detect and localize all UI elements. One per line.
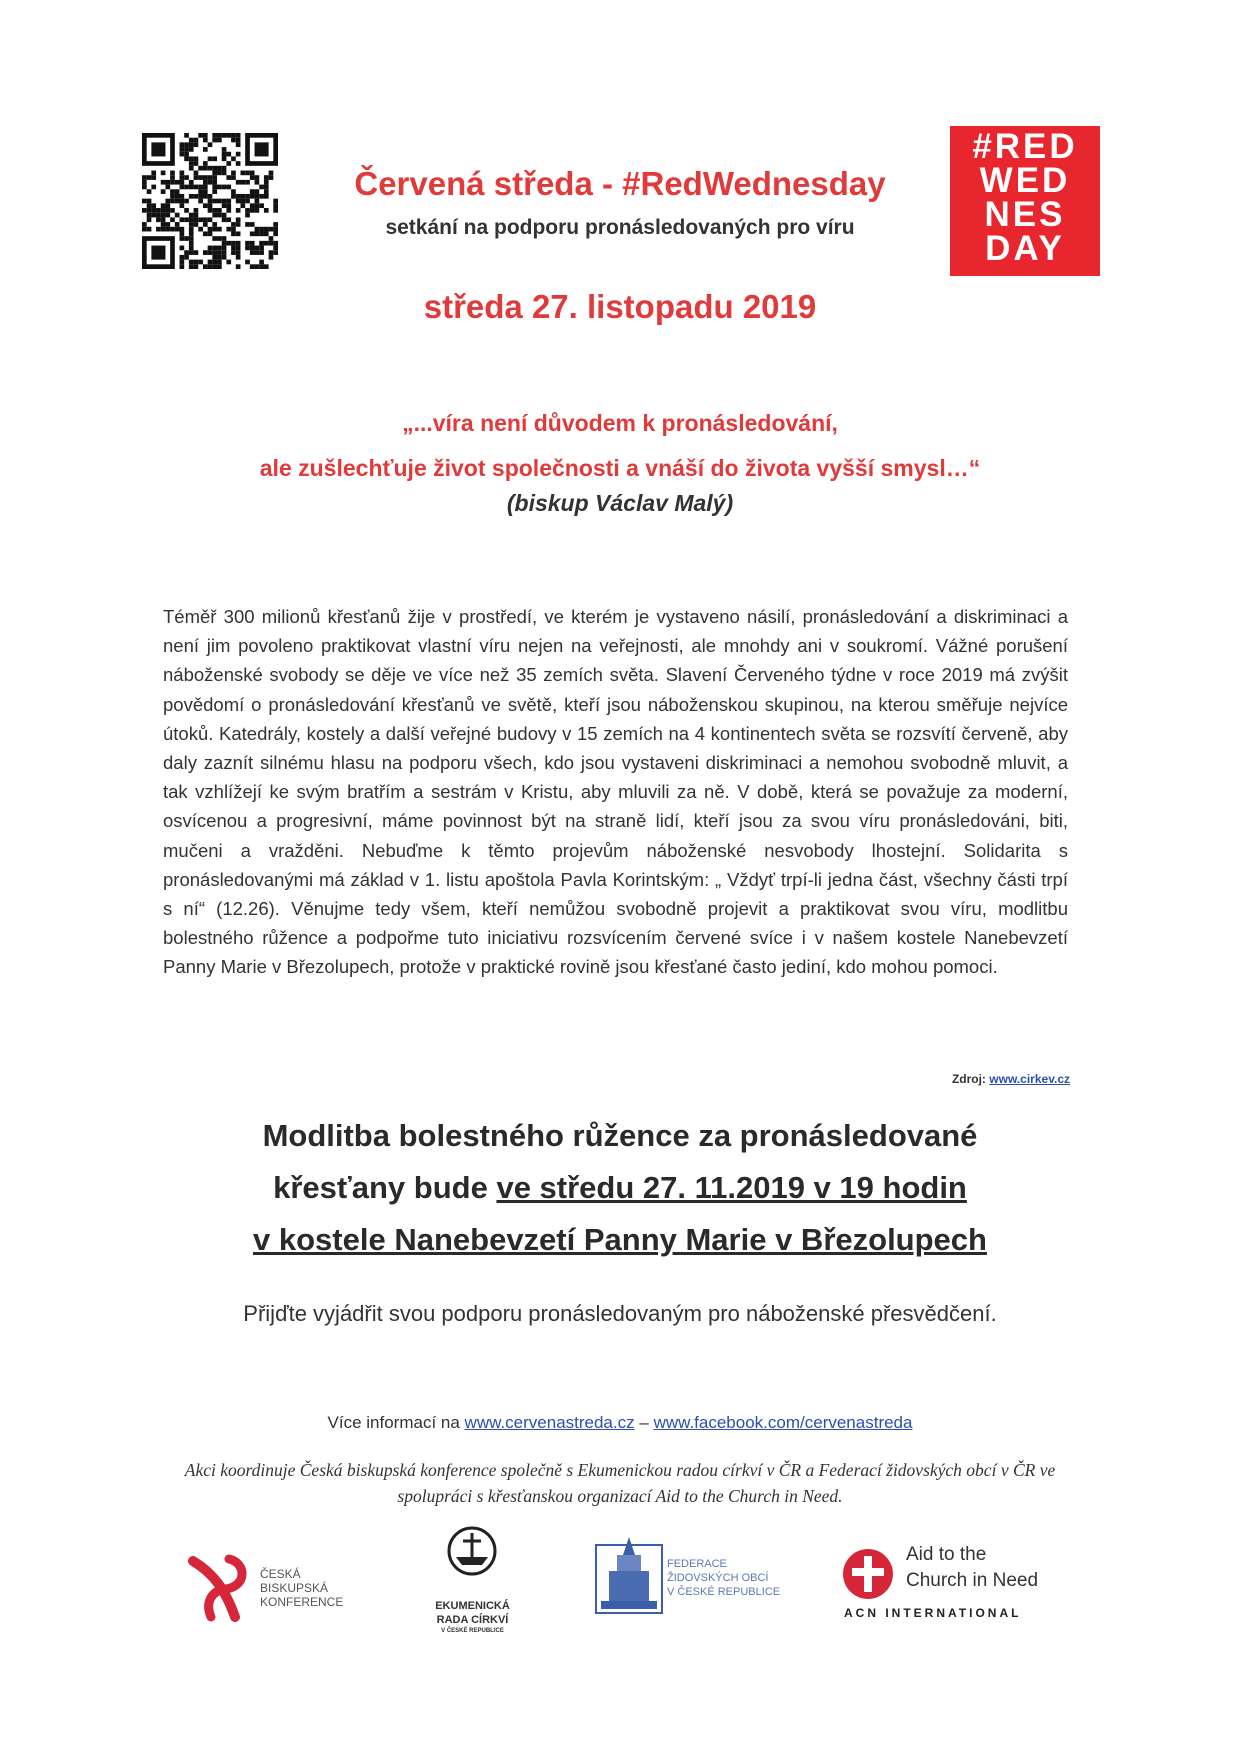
announcement-location: v kostele Nanebevzetí Panny Marie v Březolupech — [253, 1222, 987, 1257]
announcement-line-1: Modlitba bolestného růžence za pronásledované — [262, 1118, 978, 1153]
announcement-line-2-text: křesťany bude — [273, 1170, 497, 1205]
logo-line: WED — [979, 161, 1071, 200]
invitation-text: Přijďte vyjádřit svou podporu pronásledovaným pro náboženské přesvědčení. — [243, 1301, 997, 1326]
acn-international: ACN INTERNATIONAL — [844, 1606, 1022, 1620]
qr-code-graphic — [142, 133, 278, 269]
qr-code[interactable] — [142, 133, 278, 269]
acn-cross-icon — [842, 1548, 894, 1600]
red-wednesday-logo — [950, 126, 1100, 276]
cbk-line: ČESKÁ — [260, 1567, 301, 1581]
erc-line: RADA CÍRKVÍ — [436, 1614, 509, 1626]
event-date: středa 27. listopadu 2019 — [423, 288, 817, 325]
logo-line: #RED — [972, 127, 1078, 166]
link-cervenastreda[interactable]: www.cervenastreda.cz — [464, 1413, 635, 1432]
logo-line: DAY — [985, 229, 1065, 268]
link-facebook[interactable]: www.facebook.com/cervenastreda — [653, 1413, 913, 1432]
more-info-label: Více informací na — [327, 1413, 460, 1432]
event-title: Červená středa - #RedWednesday — [354, 165, 886, 202]
cbk-line: KONFERENCE — [260, 1595, 344, 1609]
cbk-line: BISKUPSKÁ — [260, 1581, 329, 1595]
cbk-emblem-icon — [185, 1553, 255, 1623]
quote-author: (biskup Václav Malý) — [506, 490, 734, 516]
quote-line-2: ale zušlechťuje život společnosti a vnáší do života vyšší smysl…“ — [259, 455, 981, 481]
fzo-line: ŽIDOVSKÝCH OBCÍ — [667, 1572, 769, 1584]
coordination-note: Akci koordinuje Česká biskupská konference společně s Ekumenickou radou církví v ČR a Federací židovských obcí v ČR ve spolupráci s křesťanskou organizací Aid to the Church in Need. — [184, 1460, 1056, 1506]
announcement-datetime: ve středu 27. 11.2019 v 19 hodin — [496, 1170, 967, 1205]
announcement-line-2 — [60, 1170, 1180, 1206]
acn-line: Church in Need — [906, 1570, 1039, 1591]
logo-line: NES — [984, 195, 1066, 234]
erc-line: EKUMENICKÁ — [435, 1600, 510, 1612]
fzo-line: FEDERACE — [667, 1558, 727, 1570]
source-link[interactable]: www.cirkev.cz — [989, 1072, 1070, 1086]
synagogue-icon — [595, 1535, 663, 1615]
quote-line-1: „...víra není důvodem k pronásledování, — [402, 410, 838, 436]
fzo-line: V ČESKÉ REPUBLICE — [667, 1586, 781, 1598]
link-separator: – — [639, 1413, 649, 1432]
fzo-logo — [595, 1535, 795, 1620]
event-subtitle: setkání na podporu pronásledovaných pro víru — [385, 216, 855, 239]
source-line — [870, 1072, 1070, 1086]
erc-logo — [400, 1525, 545, 1640]
body-paragraph: Téměř 300 milionů křesťanů žije v prostředí, ve kterém je vystaveno násilí, pronásledování a diskriminaci a není jim povoleno praktikovat vlastní víru nejen na veřejnosti, ale mnohdy ani v soukromí. Vážné porušení náboženské svobody se děje ve více než 35 zemích světa. Slavení Červeného týdne v roce 2019 má zvýšit povědomí o pronásledování křesťanů ve světě, kteří jsou náboženskou skupinou, na kterou směřuje nejvíce útoků. Katedrály, kostely a další veřejné budovy v 15 zemích na 4 kontinentech světa se rozsvítí červeně, aby daly zaznít silnému hlasu na podporu všech, kdo jsou vystaveni diskriminaci a nemohou svobodně mluvit, a tak vzhlížejí ke svým bratřím a sestrám v Kristu, aby mluvili za ně. V době, která se považuje za moderní, osvícenou a progresivní, máme povinnost být na straně lidí, kteří jsou za svou víru pronásledováni, biti, mučeni a vražděni. Nebuďme k těmto projevům náboženské nesvobody lhostejní. Solidarita s pronásledovanými má základ v 1. listu apoštola Pavla Korintským: „ Vždyť trpí-li jedna část, všechny části trpí s ní“ (12.26). Věnujme tedy všem, kteří nemůžou svobodně projevit a praktikovat svou víru, modlitbu bolestného růžence a podpořme tuto iniciativu rozsvícením červené svíce i v našem kostele Nanebevzetí Panny Marie v Březolupech, protože v praktické rovině jsou křesťané často jediní, kdo mohou pomoci. — [163, 606, 1068, 978]
erc-line: V ČESKÉ REPUBLICE — [441, 1628, 504, 1634]
ship-cross-icon — [446, 1525, 498, 1577]
source-label: Zdroj: — [951, 1072, 986, 1086]
acn-line: Aid to the — [906, 1544, 987, 1565]
cbk-logo — [185, 1545, 385, 1625]
more-info — [60, 1413, 1180, 1433]
acn-logo — [842, 1544, 1072, 1628]
